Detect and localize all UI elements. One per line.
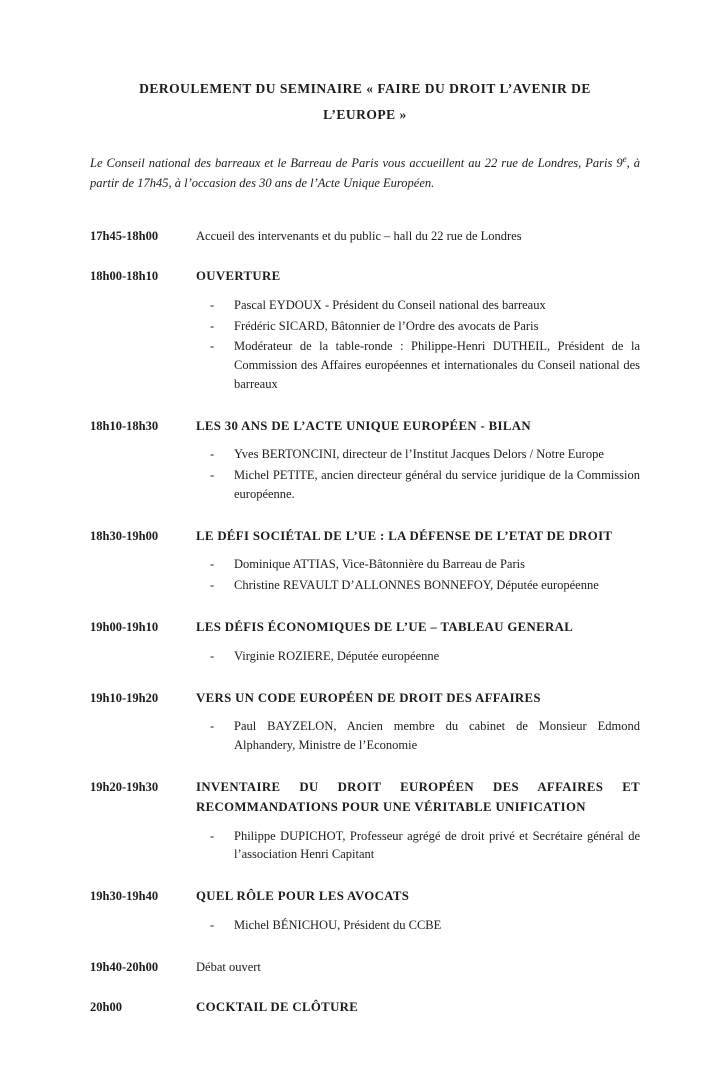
schedule-row <box>90 958 640 977</box>
schedule-row <box>90 778 640 866</box>
time-slot: 17h45-18h00 <box>90 228 159 243</box>
speaker-list <box>196 717 640 755</box>
schedule <box>90 227 640 1018</box>
session <box>196 417 640 506</box>
session-title: Débat ouvert <box>196 959 261 974</box>
session <box>196 618 640 668</box>
speaker-list <box>196 916 640 935</box>
session <box>196 887 640 937</box>
session-title: Accueil des intervenants et du public – hall du 22 rue de Londres <box>196 228 522 243</box>
speaker-item: - Frédéric SICARD, Bâtonnier de l’Ordre des avocats de Paris <box>210 317 640 336</box>
speaker-list <box>196 296 640 394</box>
intro-paragraph <box>90 153 640 193</box>
speaker-item: - Paul BAYZELON, Ancien membre du cabinet de Monsieur Edmond Alphandery, Ministre de l’Economie <box>210 717 640 755</box>
speaker-item: - Pascal EYDOUX - Président du Conseil national des barreaux <box>210 296 640 315</box>
speaker-item: - Dominique ATTIAS, Vice-Bâtonnière du Barreau de Paris <box>210 555 640 574</box>
speaker-list <box>196 445 640 503</box>
intro-text-1: Le Conseil national des barreaux et le Barreau de Paris vous accueillent au 22 rue de Londres, Paris 9 <box>90 155 623 170</box>
schedule-row <box>90 267 640 396</box>
time-slot: 19h40-20h00 <box>90 959 159 974</box>
speaker-item: - Modérateur de la table-ronde : Philippe-Henri DUTHEIL, Président de la Commission des Affaires européennes et internationales du Conseil national des barreaux <box>210 337 640 393</box>
session-title: LE DÉFI SOCIÉTAL DE L’UE : LA DÉFENSE DE L’ETAT DE DROIT <box>196 528 613 543</box>
time-slot: 19h10-19h20 <box>90 690 159 705</box>
time-slot: 18h00-18h10 <box>90 269 159 283</box>
session <box>196 227 640 246</box>
schedule-row <box>90 689 640 757</box>
session-title: LES 30 ANS DE L’ACTE UNIQUE EUROPÉEN - BILAN <box>196 418 531 433</box>
session <box>196 778 640 866</box>
time-slot: 20h00 <box>90 1000 122 1014</box>
session <box>196 527 640 597</box>
time-slot: 19h20-19h30 <box>90 779 159 794</box>
time-slot: 18h30-19h00 <box>90 528 159 543</box>
document-title: DEROULEMENT DU SEMINAIRE « FAIRE DU DROIT L’AVENIR DE L’EUROPE » <box>139 81 591 123</box>
session-title: COCKTAIL DE CLÔTURE <box>196 1000 359 1014</box>
schedule-row <box>90 618 640 668</box>
speaker-item: - Philippe DUPICHOT, Professeur agrégé de droit privé et Secrétaire général de l’association Henri Capitant <box>210 827 640 865</box>
schedule-row <box>90 887 640 937</box>
time-slot: 19h30-19h40 <box>90 889 159 904</box>
time-slot: 18h10-18h30 <box>90 418 159 433</box>
session <box>196 958 640 977</box>
schedule-row <box>90 998 640 1018</box>
speaker-item: - Yves BERTONCINI, directeur de l’Institut Jacques Delors / Notre Europe <box>210 445 640 464</box>
session <box>196 267 640 396</box>
schedule-row <box>90 227 640 246</box>
session-title: LES DÉFIS ÉCONOMIQUES DE L’UE – TABLEAU GENERAL <box>196 619 574 634</box>
speaker-item: - Christine REVAULT D’ALLONNES BONNEFOY, Députée européenne <box>210 576 640 595</box>
speaker-item: - Virginie ROZIERE, Députée européenne <box>210 647 640 666</box>
session-title: OUVERTURE <box>196 269 281 283</box>
intro-superscript: e <box>622 153 627 164</box>
time-slot: 19h00-19h10 <box>90 619 159 634</box>
session <box>196 689 640 757</box>
speaker-list <box>196 647 640 666</box>
session-title: QUEL RÔLE POUR LES AVOCATS <box>196 889 410 904</box>
session-title: VERS UN CODE EUROPÉEN DE DROIT DES AFFAIRES <box>196 690 541 705</box>
speaker-list <box>196 827 640 865</box>
session <box>196 998 640 1018</box>
speaker-item: - Michel PETITE, ancien directeur général du service juridique de la Commission européenne. <box>210 466 640 504</box>
intro-text-2: , à partir de 17h45, à l’occasion des 30 ans de l’Acte Unique Européen. <box>90 155 641 190</box>
schedule-row <box>90 527 640 597</box>
schedule-row <box>90 417 640 506</box>
speaker-list <box>196 555 640 595</box>
speaker-item: - Michel BÉNICHOU, Président du CCBE <box>210 916 640 935</box>
session-title: INVENTAIRE DU DROIT EUROPÉEN DES AFFAIRES ET RECOMMANDATIONS POUR UNE VÉRITABLE UNIFICATION <box>196 779 640 814</box>
